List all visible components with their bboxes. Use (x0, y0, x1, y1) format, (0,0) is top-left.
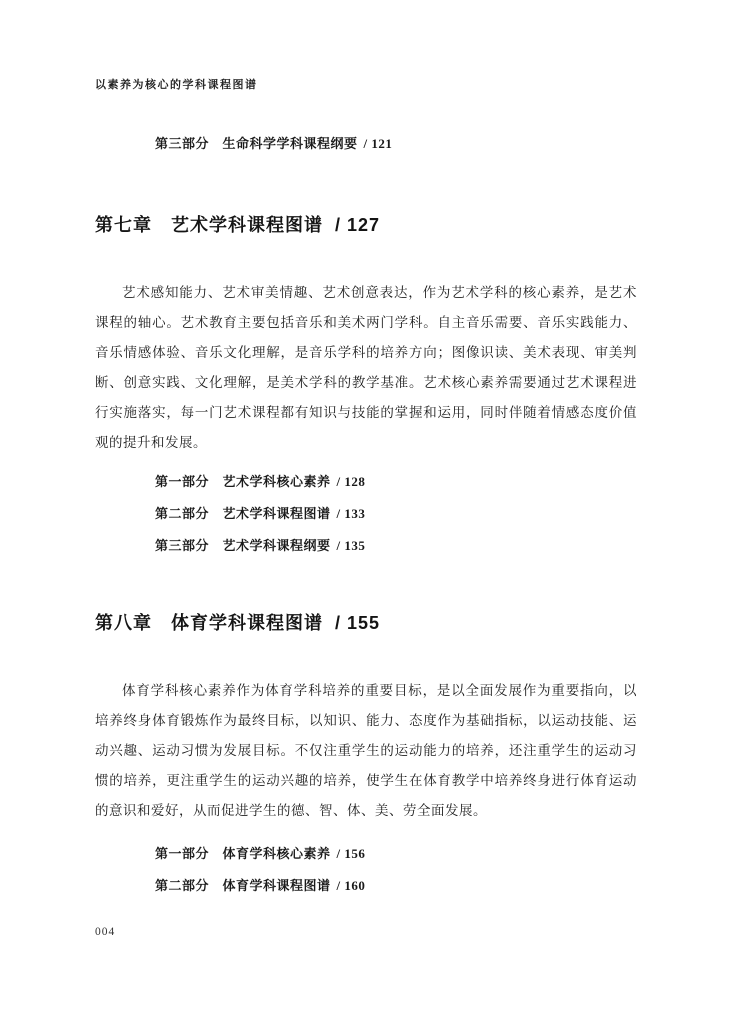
chapter-8-title-text: 第八章 体育学科课程图谱 (95, 613, 323, 633)
page-number: 004 (95, 926, 116, 938)
section-label: 第三部分 艺术学科课程纲要 (155, 538, 331, 553)
section-entry (155, 838, 365, 870)
section-page: / 135 (336, 538, 366, 553)
toc-entry-top (155, 133, 392, 152)
section-entry (155, 870, 365, 902)
chapter-8-page: / 155 (335, 613, 381, 633)
section-page: / 160 (336, 878, 366, 893)
section-label: 第一部分 体育学科核心素养 (155, 846, 331, 861)
chapter-7-title-text: 第七章 艺术学科课程图谱 (95, 215, 323, 235)
toc-entry-page: / 121 (363, 136, 393, 151)
chapter-7-title (95, 211, 380, 237)
section-label: 第二部分 体育学科课程图谱 (155, 878, 331, 893)
section-page: / 133 (336, 506, 366, 521)
chapter-7-page: / 127 (335, 215, 381, 235)
section-entry (155, 498, 365, 530)
toc-entry-label: 第三部分 生命科学学科课程纲要 (155, 136, 358, 151)
chapter-7-intro: 艺术感知能力、艺术审美情趣、艺术创意表达，作为艺术学科的核心素养，是艺术课程的轴心。艺术教育主要包括音乐和美术两门学科。自主音乐需要、音乐实践能力、音乐情感体验、音乐文化理解，是音乐学科的培养方向；图像识读、美术表现、审美判断、创意实践、文化理解，是美术学科的教学基准。艺术核心素养需要通过艺术课程进行实施落实，每一门艺术课程都有知识与技能的掌握和运用，同时伴随着情感态度价值观的提升和发展。 (95, 284, 637, 450)
book-header: 以素养为核心的学科课程图谱 (95, 79, 258, 91)
section-page: / 128 (336, 474, 366, 489)
section-page: / 156 (336, 846, 366, 861)
chapter-8-sections (155, 838, 365, 902)
chapter-8-title (95, 609, 380, 635)
section-label: 第二部分 艺术学科课程图谱 (155, 506, 331, 521)
section-entry (155, 466, 365, 498)
chapter-8-intro: 体育学科核心素养作为体育学科培养的重要目标，是以全面发展作为重要指向，以培养终身体育锻炼作为最终目标，以知识、能力、态度作为基础指标，以运动技能、运动兴趣、运动习惯为发展目标。不仅注重学生的运动能力的培养，还注重学生的运动习惯的培养，更注重学生的运动兴趣的培养，使学生在体育教学中培养终身进行体育运动的意识和爱好，从而促进学生的德、智、体、美、劳全面发展。 (95, 682, 637, 818)
section-label: 第一部分 艺术学科核心素养 (155, 474, 331, 489)
section-entry (155, 530, 365, 562)
chapter-7-sections (155, 466, 365, 562)
